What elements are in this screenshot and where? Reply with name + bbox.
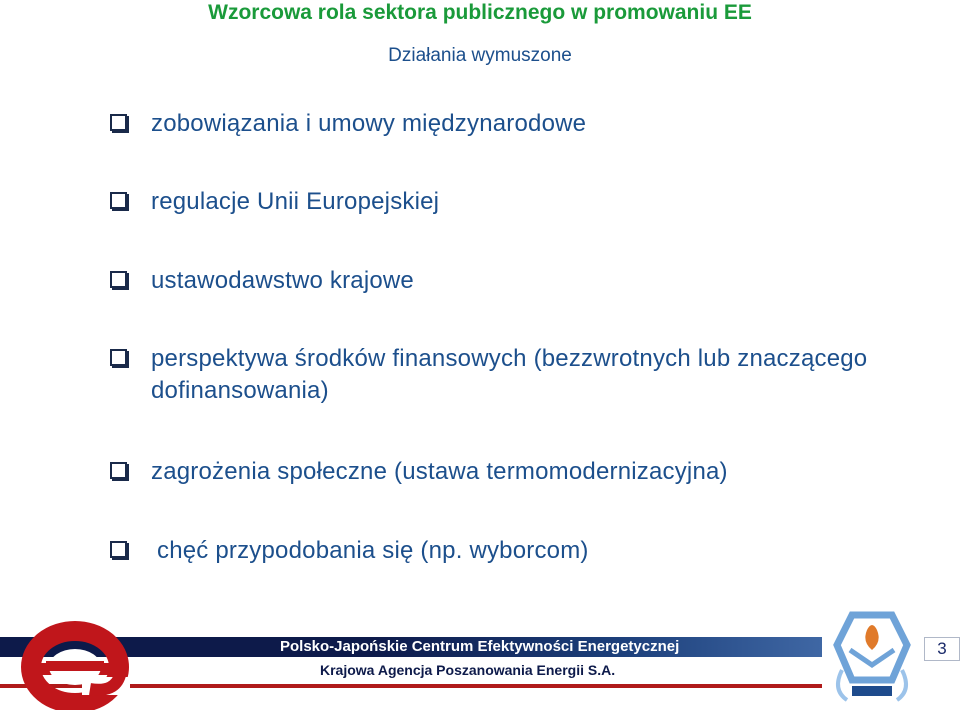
slide-title: Wzorcowa rola sektora publicznego w promowaniu EE	[208, 1, 752, 24]
list-item-text: zobowiązania i umowy międzynarodowe	[151, 110, 587, 137]
kape-e-logo	[20, 615, 130, 710]
list-item-text: chęć przypodobania się (np. wyborcom)	[157, 537, 589, 564]
footer-agency: Krajowa Agencja Poszanowania Energii S.A.	[320, 662, 616, 678]
list-item	[110, 265, 910, 297]
list-item	[110, 456, 910, 488]
list-item	[110, 186, 910, 218]
list-item	[110, 108, 910, 140]
list-item-text: regulacje Unii Europejskiej	[151, 188, 440, 215]
checkbox-bullet-icon	[110, 192, 127, 209]
slide-subtitle: Działania wymuszone	[388, 45, 572, 66]
checkbox-bullet-icon	[110, 271, 127, 288]
list-item-text: perspektywa środków finansowych (bezzwrotnych lub znaczącego dofinansowania)	[151, 345, 868, 404]
list-item	[110, 535, 910, 567]
footer-organization: Polsko-Japońskie Centrum Efektywności Energetycznej	[280, 638, 680, 655]
checkbox-bullet-icon	[110, 349, 127, 366]
list-item-text: ustawodawstwo krajowe	[151, 267, 414, 294]
page-number: 3	[924, 637, 960, 661]
checkbox-bullet-icon	[110, 541, 127, 558]
checkbox-bullet-icon	[110, 114, 127, 131]
pjcee-logo	[822, 600, 922, 710]
list-item	[110, 343, 910, 407]
checkbox-bullet-icon	[110, 462, 127, 479]
list-item-text: zagrożenia społeczne (ustawa termomodernizacyjna)	[151, 458, 728, 485]
